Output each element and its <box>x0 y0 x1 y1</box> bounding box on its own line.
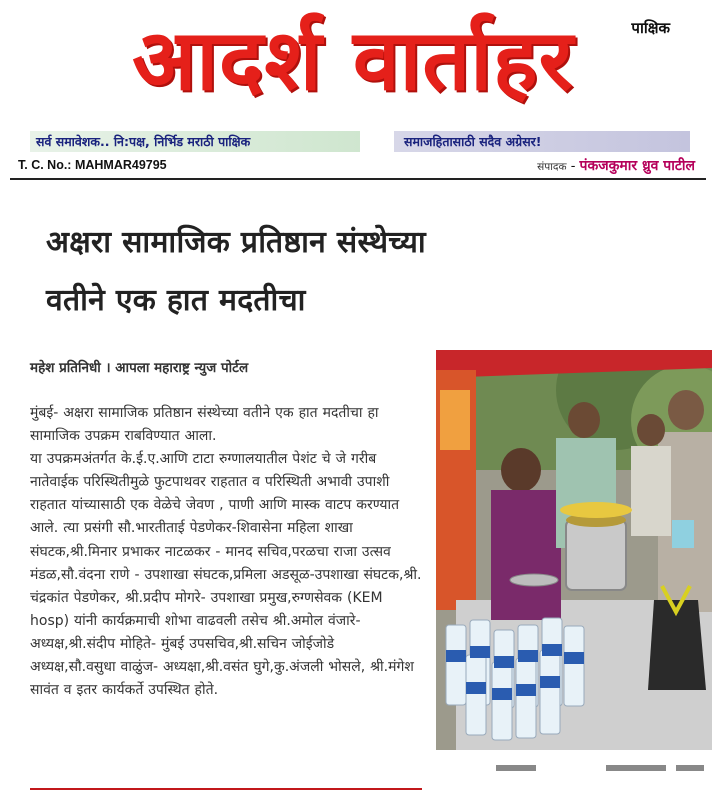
photo-strip-graphic <box>436 763 712 776</box>
headline-line-2: वतीने एक हात मदतीचा <box>46 283 306 318</box>
photo-caption-strip <box>436 762 712 776</box>
article-body <box>30 402 422 702</box>
article-end-rule <box>30 788 422 790</box>
tagline-left: सर्व समावेशक.. नि:पक्ष, निर्भिड मराठी पाक्षिक <box>30 131 360 152</box>
article-headline <box>46 214 686 330</box>
registration-number: T. C. No.: MAHMAR49795 <box>18 158 167 172</box>
masthead-divider <box>10 178 706 180</box>
article-paragraph-2: या उपक्रमअंतर्गत के.ई.ए.आणि टाटा रुग्णालयातील पेशंट चे जे गरीब नातेवाईक परिस्थितीमुळे फुटपाथवर राहतात व परिस्थिती अभावी उपाशी राहतात यांच्यासाठी एक वेळेचे जेवण , पाणी आणि मास्क वाटप करण्यात आले. त्या प्रसंगी सौ.भारतीताई पेडणेकर-शिवासेना महिला शाखा संघटक,श्री.मिनार प्रभाकर नाटळकर - मानद सचिव,परळचा राजा उत्सव मंडळ,सौ.वंदना राणे - उपशाखा संघटक,प्रमिला अडसूळ-उपशाखा संघटक,श्री. चंद्रकांत पेडणेकर, श्री.प्रदीप मोगरे- उपशाखा प्रमुख,रुग्णसेवक (KEM hosp) यांनी कार्यक्रमाची शोभा वाढवली तसेच श्री.अमोल वंजारे- अध्यक्ष,श्री.संदीप मोहिते- मुंबई उपसचिव,श्री.सचिन जोईजोडे अध्यक्ष,सौ.वसुधा वाळुंज- अध्यक्षा,श्री.वसंत घुगे,कु.अंजली भोसले, श्री.मंगेश सावंत व इतर कार्यकर्ते उपस्थित होते. <box>30 451 422 699</box>
article-paragraph-1: मुंबई- अक्षरा सामाजिक प्रतिष्ठान संस्थेच्या वतीने एक हात मदतीचा हा सामाजिक उपक्रम राबविण्यात आला. <box>30 405 379 445</box>
newspaper-title: आदर्श वार्ताहर <box>132 11 574 109</box>
tagline-right: समाजहितासाठी सदैव अग्रेसर! <box>394 131 690 152</box>
article-photo <box>436 350 712 750</box>
editor-label: संपादक <box>537 161 567 173</box>
editor-credit <box>537 156 695 175</box>
editor-separator: - <box>570 159 580 174</box>
article-byline: महेश प्रतिनिधी । आपला महाराष्ट्र न्युज पोर्टल <box>30 360 249 376</box>
headline-line-1: अक्षरा सामाजिक प्रतिष्ठान संस्थेच्या <box>46 225 426 260</box>
publication-frequency: पाक्षिक <box>631 19 670 37</box>
editor-name: पंकजकुमार ध्रुव पाटील <box>579 158 695 174</box>
photo-illustration <box>436 350 712 750</box>
